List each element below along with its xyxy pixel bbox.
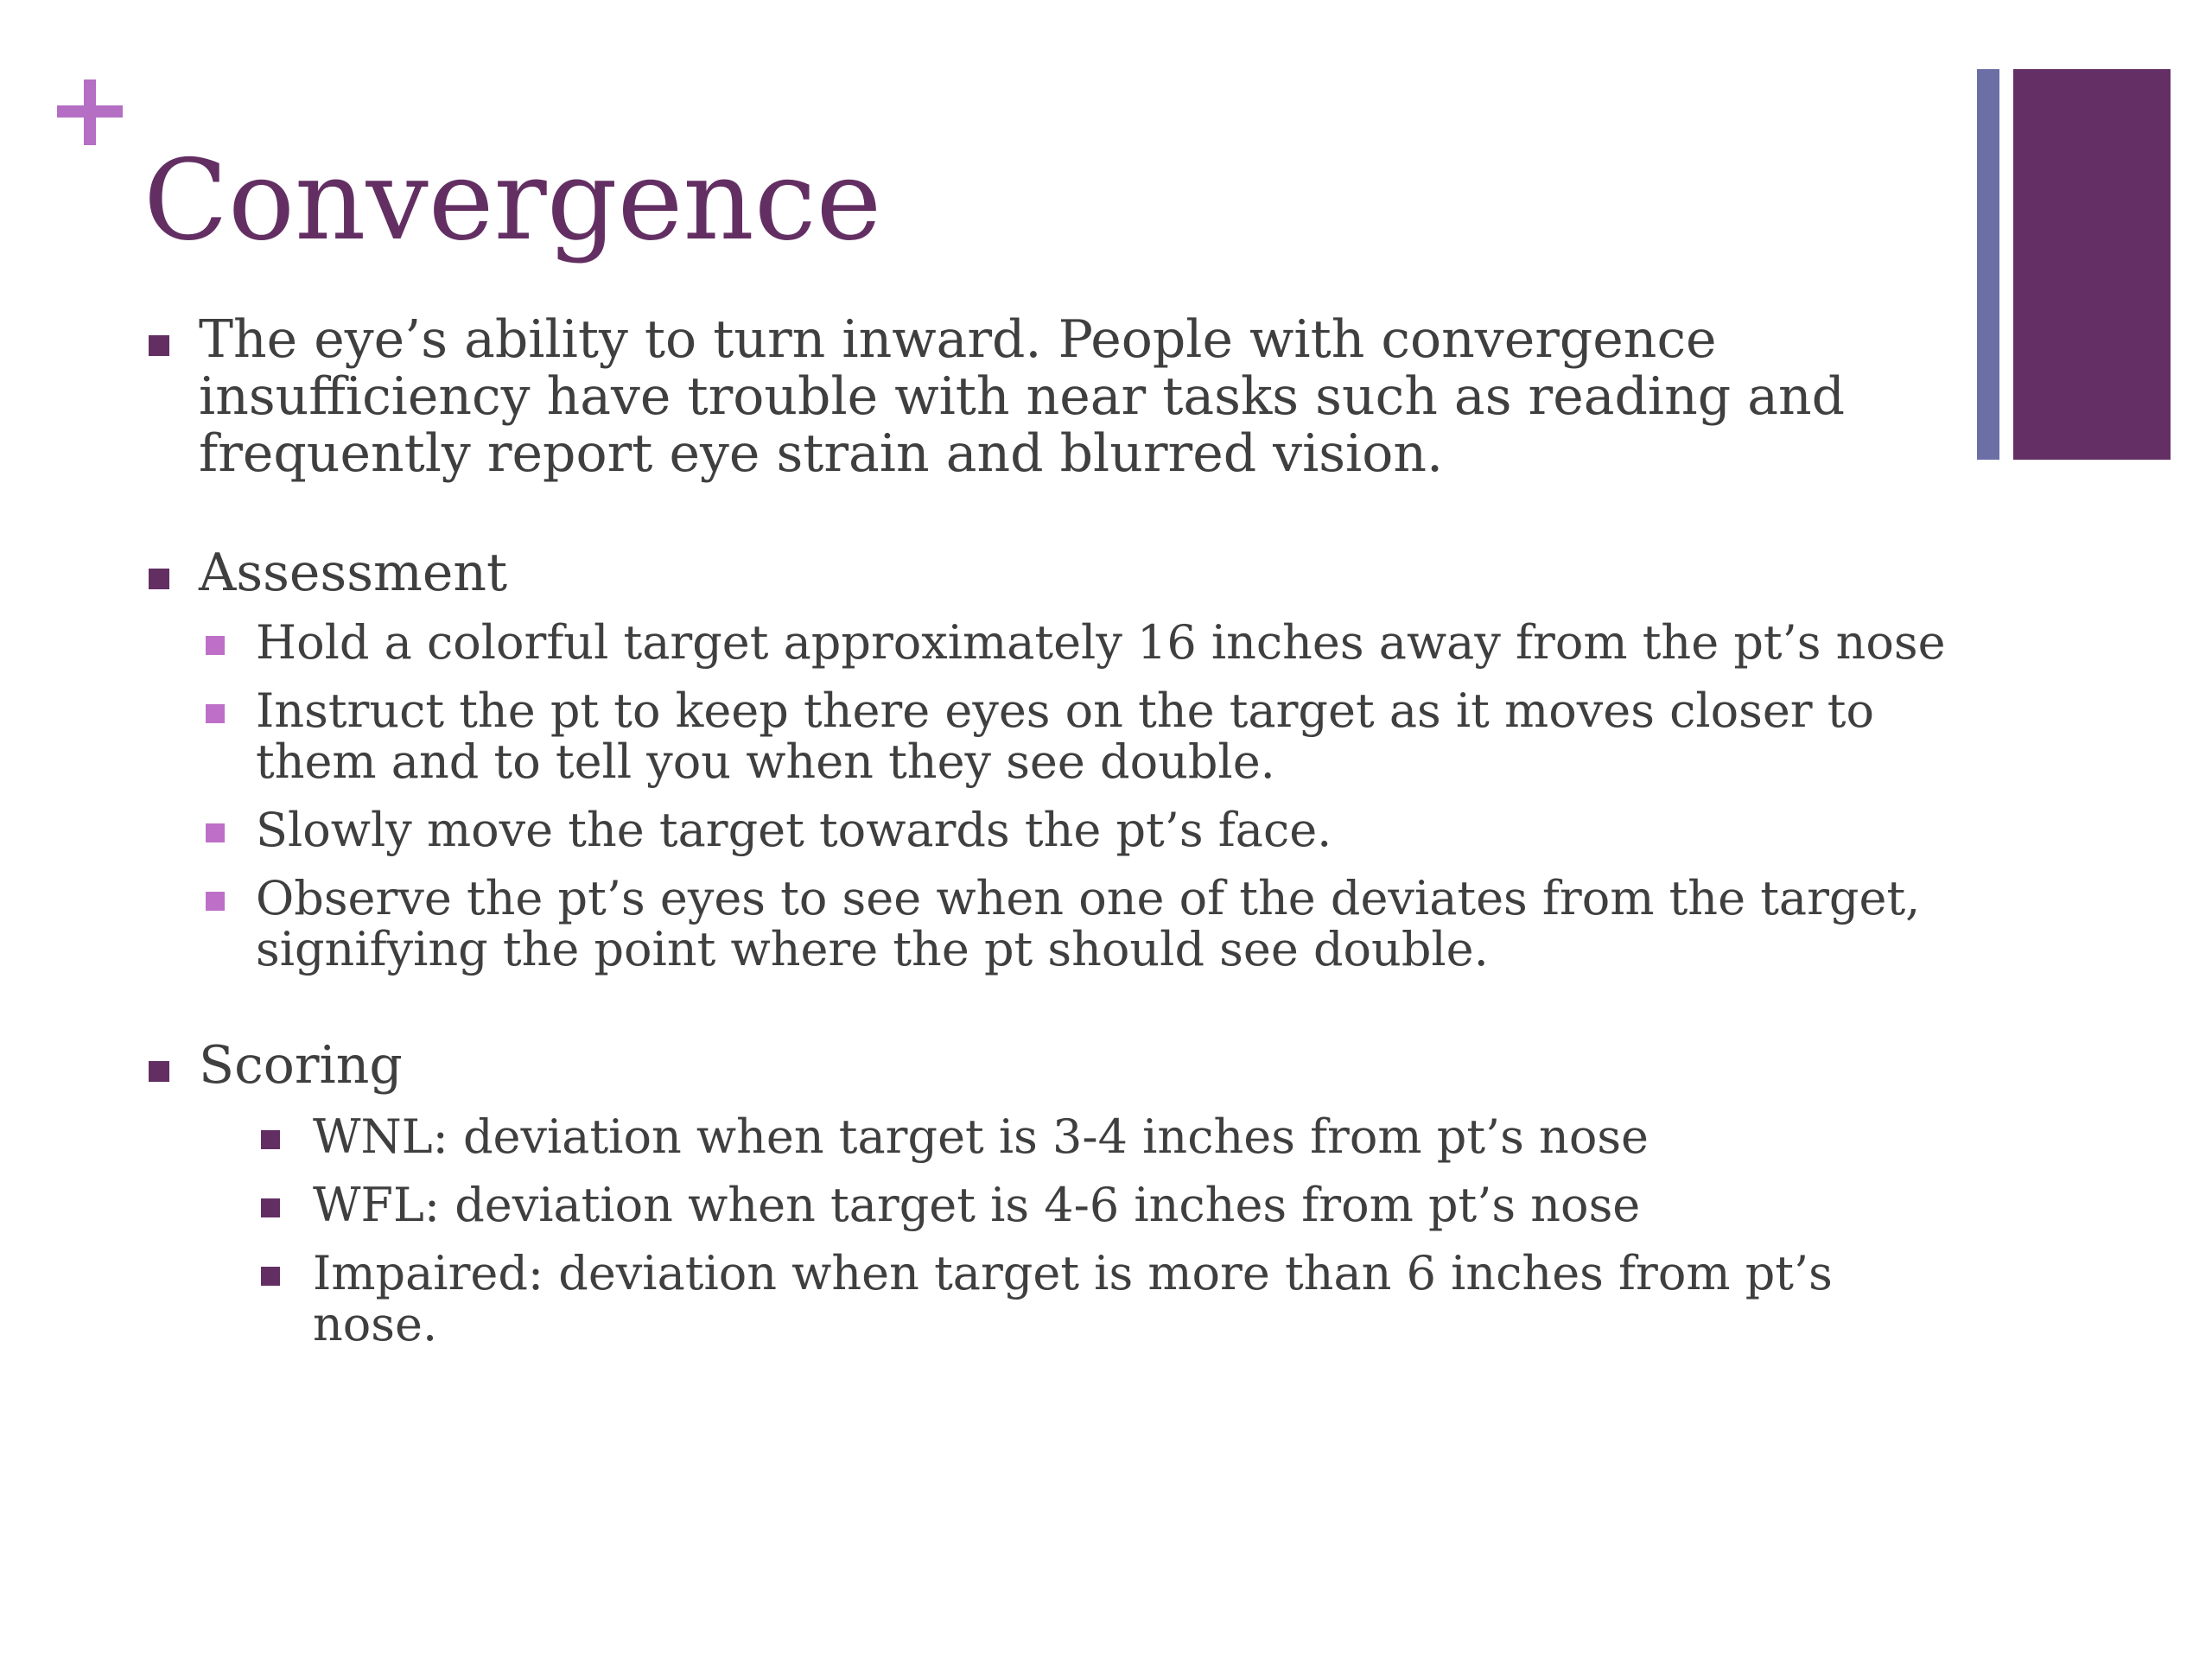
sub-bullet-scoring-1 [143, 1111, 1958, 1162]
square-bullet-icon [206, 892, 225, 911]
sub-bullet-scoring-2 [143, 1179, 1958, 1230]
square-bullet-icon [206, 823, 225, 842]
bullet-assessment [143, 544, 1958, 601]
sub-bullet-text: Observe the pt’s eyes to see when one of the deviates from the target, signifying the point where the pt should see double. [256, 871, 1921, 976]
square-bullet-icon [149, 1061, 169, 1082]
plus-icon [57, 79, 123, 145]
decorative-wide-bar [2013, 69, 2171, 460]
slide-title: Convergence [143, 137, 882, 265]
square-bullet-icon [261, 1267, 280, 1286]
sub-bullet-text: Hold a colorful target approximately 16 inches away from the pt’s nose [256, 615, 1946, 670]
sub-bullet-assessment-4 [143, 873, 1958, 975]
bullet-scoring [143, 1037, 1958, 1094]
slide-content [143, 311, 1958, 1350]
decorative-thin-bar [1977, 69, 1999, 460]
square-bullet-icon [206, 636, 225, 655]
bullet-definition [143, 311, 1958, 482]
square-bullet-icon [261, 1198, 280, 1217]
bullet-text: The eye’s ability to turn inward. People with convergence insufficiency have trouble with near tasks such as reading and frequently report eye strain and blurred vision. [199, 309, 1846, 484]
bullet-text: Assessment [199, 543, 508, 603]
sub-bullet-assessment-2 [143, 685, 1958, 787]
square-bullet-icon [149, 335, 169, 356]
plus-icon-vertical [84, 79, 96, 145]
sub-bullet-text: WNL: deviation when target is 3-4 inches from pt’s nose [313, 1109, 1649, 1164]
bullet-text: Scoring [199, 1035, 403, 1096]
sub-bullet-scoring-3 [143, 1248, 1958, 1350]
sub-bullet-text: WFL: deviation when target is 4-6 inches from pt’s nose [313, 1178, 1641, 1232]
sub-bullet-assessment-1 [143, 617, 1958, 668]
sub-bullet-text: Slowly move the target towards the pt’s face. [256, 803, 1332, 857]
sub-bullet-assessment-3 [143, 804, 1958, 855]
square-bullet-icon [261, 1130, 280, 1149]
sub-bullet-text: Instruct the pt to keep there eyes on the target as it moves closer to them and to tell you when they see double. [256, 683, 1874, 789]
square-bullet-icon [149, 569, 169, 589]
square-bullet-icon [206, 704, 225, 723]
sub-bullet-text: Impaired: deviation when target is more than 6 inches from pt’s nose. [313, 1246, 1833, 1351]
